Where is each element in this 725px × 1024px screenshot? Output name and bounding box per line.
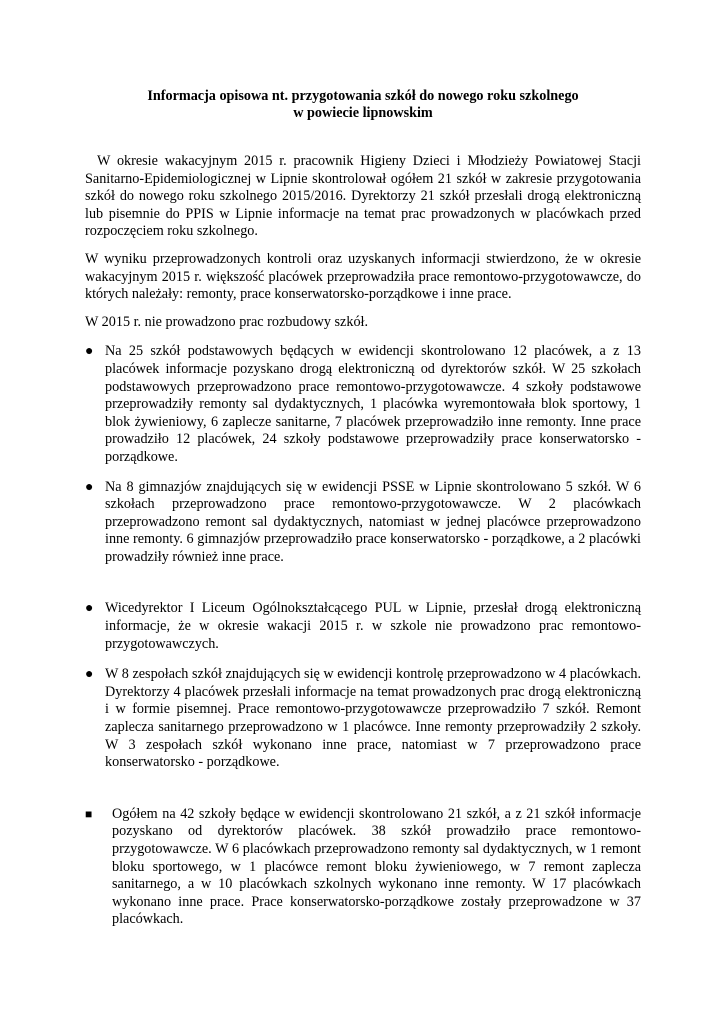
bullet-primary-schools (85, 343, 641, 466)
document-title (85, 88, 641, 122)
title-line-1: Informacja opisowa nt. przygotowania szkół do nowego roku szkolnego (147, 88, 579, 104)
intro-paragraph: W okresie wakacyjnym 2015 r. pracownik Higieny Dzieci i Młodzieży Powiatowej Stacji Sanitarno-Epidemiologicznej w Lipnie skontrolował ogółem 21 szkół w zakresie przygotowania szkół do nowego roku szkolnego 2015/2016. Dyrektorzy 21 szkół przesłali drogą elektroniczną lub pisemnie do PPIS w Lipnie informacje na temat prac prowadzonych w placówkach przed rozpoczęciem roku szkolnego. (85, 153, 641, 240)
result-paragraph: W wyniku przeprowadzonych kontroli oraz uzyskanych informacji stwierdzono, że w okresie wakacyjnym 2015 r. większość placówek przeprowadziła prace remontowo-przygotowawcze, do których należały: remonty, prace konserwatorsko-porządkowe i inne prace. (85, 250, 641, 303)
bullet-summary (85, 806, 641, 929)
bullet-dot-icon: ● (85, 479, 94, 495)
bullet-gymnasiums (85, 479, 641, 567)
bullet-dot-icon: ● (85, 344, 94, 360)
title-line-2: w powiecie lipnowskim (293, 105, 433, 121)
bullet-dot-icon: ● (85, 667, 94, 683)
bullet-text: Na 25 szkół podstawowych będących w ewidencji skontrolowano 12 placówek, a z 13 placówek informacje pozyskano drogą elektroniczną od dyrektorów szkół. W 25 szkołach podstawowych przeprowadzono prace remontowo-przygotowawcze. 4 szkoły podstawowe przeprowadziły remonty sal dydaktycznych, 1 placówka wyremontowała blok sportowy, 1 blok żywieniowy, 6 zaplecze sanitarne, 7 placówek przeprowadziło inne remonty. Inne prace prowadziło 12 placówek, 24 szkoły podstawowe przeprowadziły prace konserwatorsko - porządkowe. (105, 343, 641, 465)
document-page (85, 88, 641, 929)
bullet-square-icon: ■ (85, 806, 93, 821)
bullet-text: W 8 zespołach szkół znajdujących się w ewidencji kontrolę przeprowadzono w 4 placówkach. Dyrektorzy 4 placówek przesłali informacje na temat prowadzonych prac drogą elektroniczną i w formie pisemnej. Prace remontowo-przygotowawcze przeprowadziło 7 szkół. Remont zaplecza sanitarnego przeprowadzono w 1 placówce. Inne remonty przeprowadziły 2 szkoły. W 3 zespołach szkół wykonano inne prace, natomiast w 7 przeprowadzono prace konserwatorsko - porządkowe. (105, 666, 641, 771)
bullet-high-school (85, 600, 641, 653)
bullet-text: Na 8 gimnazjów znajdujących się w ewidencji PSSE w Lipnie skontrolowano 5 szkół. W 6 szkołach przeprowadzono prace remontowo-przygotowawcze. W 2 placówkach przeprowadzono remont sal dydaktycznych, natomiast w jednej placówce przeprowadzono inne remonty. 6 gimnazjów przeprowadziło prace konserwatorsko - porządkowe, a 2 placówki prowadziły również inne prace. (105, 478, 641, 565)
no-expansion-paragraph: W 2015 r. nie prowadzono prac rozbudowy szkół. (85, 313, 369, 330)
bullet-text: Wicedyrektor I Liceum Ogólnokształcącego PUL w Lipnie, przesłał drogą elektroniczną informacje, że w okresie wakacji 2015 r. w szkole nie prowadzono prac remontowo-przygotowawczych. (105, 600, 641, 652)
bullet-school-complexes (85, 666, 641, 772)
bullet-dot-icon: ● (85, 601, 94, 617)
bullet-text: Ogółem na 42 szkoły będące w ewidencji skontrolowano 21 szkół, a z 21 szkół informacje pozyskano od dyrektorów placówek. 38 szkół prowadziło prace remontowo-przygotowawcze. W 6 placówkach przeprowadzono remonty sal dydaktycznych, w 1 remont bloku sportowego, w 1 placówce remont bloku żywieniowego, w 7 remont zaplecza sanitarnego, a w 10 placówkach szkolnych wykonano inne remonty. W 17 placówkach wykonano inne prace. Prace konserwatorsko-porządkowe zostały przeprowadzone w 37 placówkach. (112, 805, 641, 928)
